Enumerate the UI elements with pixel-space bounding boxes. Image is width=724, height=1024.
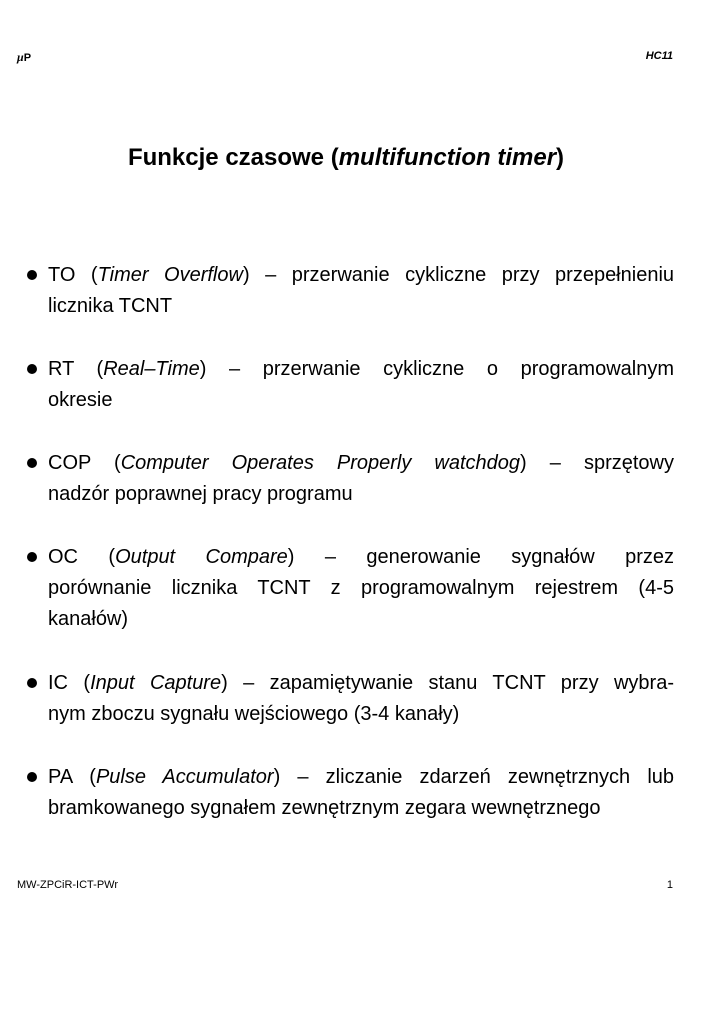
item-description: ) – zliczanie zdarzeń zewnętrznych lub — [273, 766, 675, 788]
item-abbr: PA ( — [48, 766, 96, 788]
item-line-1 — [48, 260, 674, 291]
list-item-text — [48, 542, 674, 635]
item-description: ) – przerwanie cykliczne o programowalnym — [199, 358, 674, 380]
bullet-icon — [27, 364, 37, 374]
item-line-2: porównanie licznika TCNT z programowalnym rejestrem (4-5 — [48, 577, 674, 599]
item-line-1 — [48, 448, 674, 479]
item-term: Output Compare — [115, 546, 288, 568]
item-line-1 — [48, 668, 674, 699]
bullet-icon — [27, 458, 37, 468]
header-mu-symbol: μ — [17, 50, 24, 64]
item-line-1 — [48, 762, 674, 793]
list-item-text — [48, 354, 674, 416]
title-main: Funkcje czasowe ( — [127, 144, 339, 171]
item-term: Computer Operates Properly watchdog — [120, 452, 521, 474]
header-left — [17, 50, 31, 65]
item-abbr: RT ( — [48, 358, 104, 380]
item-description: ) – sprzętowy — [520, 452, 674, 474]
bullet-icon — [27, 270, 37, 280]
header-right: HC11 — [645, 50, 673, 62]
item-line-3: kanałów) — [48, 608, 129, 630]
item-line-2: okresie — [48, 389, 113, 411]
item-term: Real–Time — [103, 358, 200, 380]
title-italic: multifunction timer — [338, 144, 557, 171]
item-term: Pulse Accumulator — [95, 766, 274, 788]
item-line-2: nym zboczu sygnału wejściowego (3-4 kanały) — [48, 703, 460, 725]
list-item-text — [48, 762, 674, 824]
footer-left: MW-ZPCiR-ICT-PWr — [17, 879, 119, 891]
item-term: Input Capture — [90, 672, 222, 694]
item-line-2: licznika TCNT — [48, 295, 173, 317]
item-description: ) – przerwanie cykliczne przy przepełnieniu — [242, 264, 675, 286]
item-line-2: bramkowanego sygnałem zewnętrznym zegara wewnętrznego — [48, 797, 601, 819]
item-line-1 — [48, 542, 674, 573]
bullet-icon — [27, 552, 37, 562]
list-item-text — [48, 260, 674, 322]
item-abbr: TO ( — [48, 264, 98, 286]
list-item-text — [48, 448, 674, 510]
bullet-icon — [27, 772, 37, 782]
item-term: Timer Overflow — [97, 264, 243, 286]
item-line-2: nadzór poprawnej pracy programu — [48, 483, 353, 505]
item-abbr: IC ( — [48, 672, 91, 694]
item-abbr: OC ( — [48, 546, 116, 568]
page-title — [0, 144, 692, 172]
bullet-icon — [27, 678, 37, 688]
item-line-1 — [48, 354, 674, 385]
item-description: ) – generowanie sygnałów przez — [287, 546, 675, 568]
item-abbr: COP ( — [48, 452, 121, 474]
header-p-letter: P — [23, 52, 32, 64]
item-description: ) – zapamiętywanie stanu TCNT przy wybra- — [221, 672, 674, 694]
title-close: ) — [556, 144, 565, 171]
page-number: 1 — [666, 879, 673, 891]
list-item-text — [48, 668, 674, 730]
